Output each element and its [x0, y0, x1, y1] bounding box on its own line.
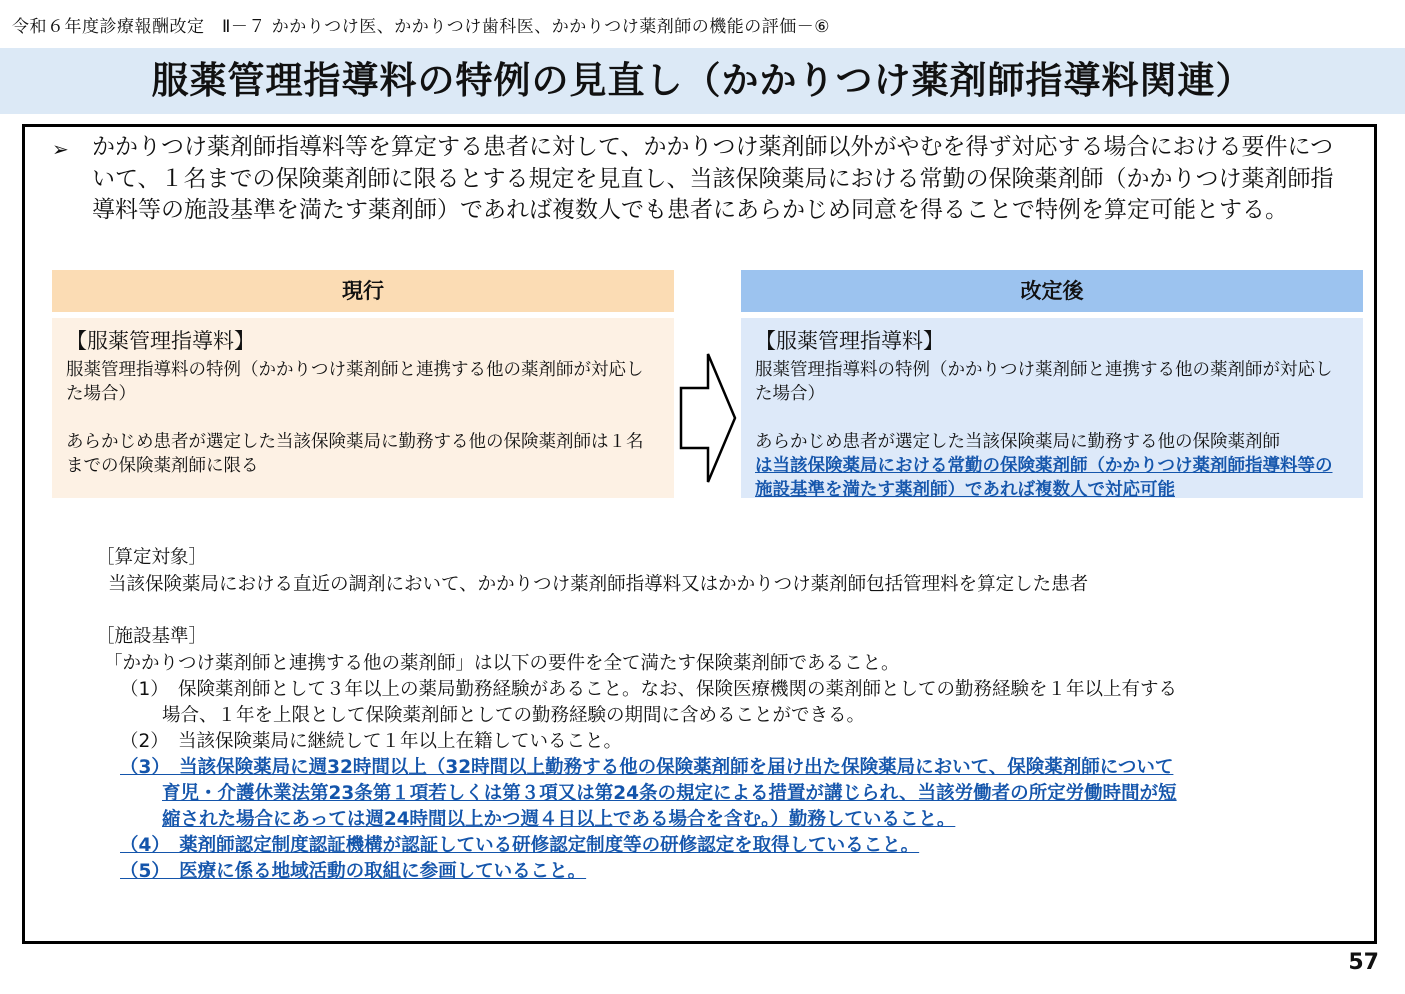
revised-line-2-lead: は	[755, 456, 773, 476]
current-column-header: 現行	[52, 270, 674, 312]
title-band	[0, 48, 1405, 114]
page-number: 57	[1348, 950, 1379, 975]
criteria-item-5: （5） 医療に係る地域活動の取組に参画していること。	[120, 861, 587, 882]
target-text: 当該保険薬局における直近の調剤において、かかりつけ薬剤師指導料又はかかりつけ薬剤師包括管理料を算定した患者	[108, 574, 1089, 595]
criteria-item-2: （2） 当該保険薬局に継続して１年以上在籍していること。	[120, 731, 623, 752]
criteria-item-3-line-1: （3） 当該保険薬局に週32時間以上（32時間以上勤務する他の保険薬剤師を届け出た保険薬局において、保険薬剤師について	[120, 757, 1174, 778]
criteria-label: ［施設基準］	[96, 626, 208, 647]
criteria-intro: 「かかりつけ薬剤師と連携する他の薬剤師」は以下の要件を全て満たす保険薬剤師であること。	[104, 653, 900, 674]
revised-line-2-text: あらかじめ患者が選定した当該保険薬局に勤務する他の保険薬剤師	[755, 432, 1280, 452]
target-label: ［算定対象］	[96, 547, 208, 568]
criteria-item-4: （4） 薬剤師認定制度認証機構が認証している研修認定制度等の研修認定を取得していること。	[120, 835, 920, 856]
current-heading: 【服薬管理指導料】	[66, 329, 255, 353]
current-column-body	[52, 318, 674, 498]
revised-column-body	[741, 318, 1363, 498]
criteria-item-3-line-2: 育児・介護休業法第23条第１項若しくは第３項又は第24条の規定による措置が講じられ、当該労働者の所定労働時間が短	[162, 783, 1177, 804]
revised-line-1: 服薬管理指導料の特例（かかりつけ薬剤師と連携する他の薬剤師が対応した場合）	[755, 360, 1333, 404]
criteria-item-3-line-3: 縮された場合にあっては週24時間以上かつ週４日以上である場合を含む。）勤務していること。	[162, 809, 956, 830]
revised-highlight: 当該保険薬局における常勤の保険薬剤師（かかりつけ薬剤師指導料等の施設基準を満たす薬剤師）であれば複数人で対応可能	[755, 456, 1333, 500]
criteria-item-1-line-1: （1） 保険薬剤師として３年以上の薬局勤務経験があること。なお、保険医療機関の薬剤師としての勤務経験を１年以上有する	[120, 679, 1178, 700]
revised-line-2	[755, 430, 1349, 502]
current-line-1: 服薬管理指導料の特例（かかりつけ薬剤師と連携する他の薬剤師が対応した場合）	[66, 360, 644, 404]
current-line-2: あらかじめ患者が選定した当該保険薬局に勤務する他の保険薬剤師は１名までの保険薬剤師に限る	[66, 432, 644, 476]
right-arrow-icon	[678, 350, 738, 486]
bullet-arrow-icon: ➢	[52, 137, 69, 161]
revised-heading: 【服薬管理指導料】	[755, 329, 944, 353]
revised-column-header: 改定後	[741, 270, 1363, 312]
criteria-item-1-line-2: 場合、１年を上限として保険薬剤師としての勤務経験の期間に含めることができる。	[162, 705, 866, 726]
page-title: 服薬管理指導料の特例の見直し（かかりつけ薬剤師指導料関連）	[151, 59, 1254, 102]
summary-text: かかりつけ薬剤師指導料等を算定する患者に対して、かかりつけ薬剤師以外がやむを得ず対応する場合における要件について、１名までの保険薬剤師に限るとする規定を見直し、当該保険薬局における常勤の保険薬剤師（かかりつけ薬剤師指導料等の施設基準を満たす薬剤師）であれば複数人でも患者にあらかじめ同意を得ることで特例を算定可能とする。	[92, 134, 1334, 223]
breadcrumb: 令和６年度診療報酬改定 Ⅱ－７ かかりつけ医、かかりつけ歯科医、かかりつけ薬剤師の機能の評価－⑥	[12, 17, 831, 37]
